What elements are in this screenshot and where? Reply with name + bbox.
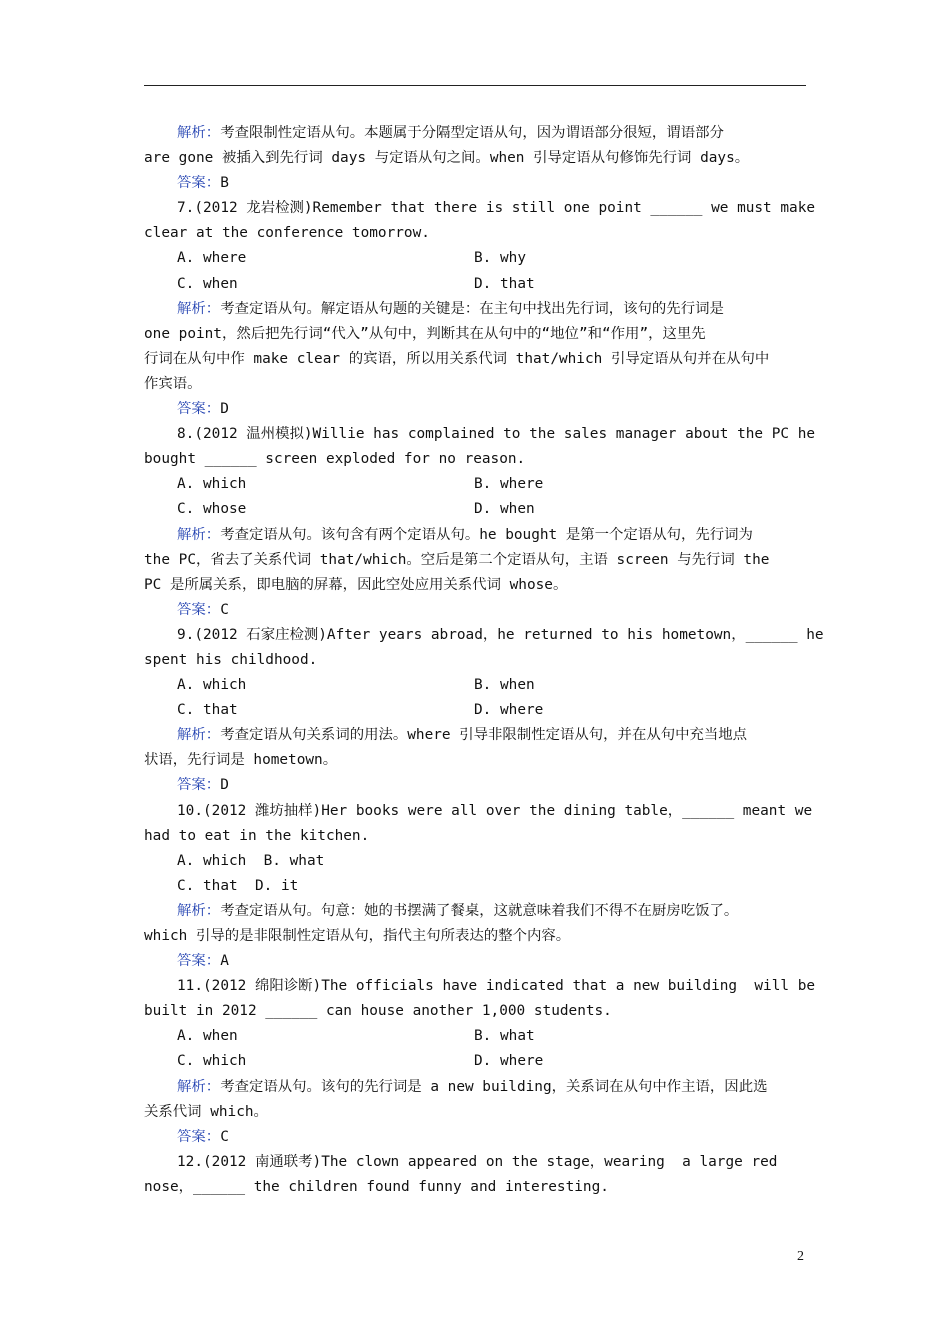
document-body: [144, 121, 824, 1200]
line-label: 答案：: [177, 175, 221, 192]
line-label: 答案：: [177, 601, 221, 618]
text-line: [144, 548, 806, 573]
answer-options: [144, 272, 806, 297]
answer-options: [144, 1049, 806, 1074]
text-line: [144, 748, 806, 773]
line-text: 考查定语从句。句意：她的书摆满了餐桌，这就意味着我们不得不在厨房吃饭了。: [220, 902, 739, 919]
line-text: 考查限制性定语从句。本题属于分隔型定语从句，因为谓语部分很短，谓语部分: [220, 125, 724, 141]
answer-options: [144, 1024, 806, 1049]
text-line: [144, 899, 806, 924]
option-left: C. when: [177, 275, 238, 292]
answer-options: [144, 497, 806, 522]
line-text: 11.(2012 绵阳诊断)The officials have indicated that a new building will be: [177, 978, 816, 995]
header-rule: [144, 85, 806, 86]
line-text: 8.(2012 温州模拟)Willie has complained to the sales manager about the PC he: [177, 426, 816, 443]
option-right: B. when: [474, 677, 535, 694]
text-line: [144, 297, 806, 322]
text-line: [144, 573, 806, 598]
line-text: one point，然后把先行词“代入”从句中，判断其在从句中的“地位”和“作用”，这里先: [144, 325, 706, 342]
text-line: [144, 397, 806, 422]
text-line: [144, 999, 806, 1024]
text-line: [144, 1075, 806, 1100]
line-text: nose，______ the children found funny and interesting.: [144, 1178, 609, 1195]
option-right: D. where: [474, 702, 544, 719]
line-label: 答案：: [177, 777, 221, 794]
line-text: 考查定语从句。解定语从句题的关键是：在主句中找出先行词，该句的先行词是: [220, 300, 724, 317]
option-right: B. why: [474, 250, 526, 267]
text-line: [144, 196, 816, 221]
line-label: 解析：: [177, 125, 221, 141]
option-right: B. what: [474, 1028, 535, 1045]
line-label: 解析：: [177, 727, 221, 744]
option-left: A. when: [177, 1028, 238, 1045]
line-text: D: [220, 401, 229, 418]
line-label: 解析：: [177, 526, 221, 543]
line-text: 7.(2012 龙岩检测)Remember that there is still one point ______ we must make: [177, 200, 816, 217]
answer-options: [144, 246, 806, 271]
line-text: bought ______ screen exploded for no reason.: [144, 451, 526, 468]
option-left: A. which: [177, 677, 247, 694]
line-text: C. that D. it: [177, 877, 299, 894]
text-line: [144, 1100, 806, 1125]
option-left: A. which: [177, 476, 247, 493]
answer-options: [144, 472, 806, 497]
line-text: 考查定语从句。该句的先行词是 a new building，关系词在从句中作主语，因此选: [220, 1078, 768, 1095]
line-text: 10.(2012 潍坊抽样)Her books were all over the dining table，______ meant we: [177, 802, 813, 819]
line-text: 12.(2012 南通联考)The clown appeared on the stage，wearing a large red: [177, 1153, 778, 1170]
line-text: 关系代词 which。: [144, 1103, 268, 1120]
text-line: [144, 1150, 806, 1175]
text-line: [144, 874, 806, 899]
text-line: [144, 146, 806, 171]
line-text: 行词在从句中作 make clear 的宾语，所以用关系代词 that/which 引导定语从句并在从句中: [144, 350, 770, 367]
option-left: A. where: [177, 250, 247, 267]
text-line: [144, 372, 806, 397]
text-line: [144, 347, 806, 372]
line-text: the PC，省去了关系代词 that/which。空后是第二个定语从句，主语 screen 与先行词 the: [144, 551, 770, 568]
text-line: [144, 598, 806, 623]
text-line: [144, 447, 806, 472]
text-line: [144, 648, 806, 673]
line-text: A. which B. what: [177, 852, 325, 869]
line-text: C: [220, 601, 229, 618]
answer-options: [144, 698, 806, 723]
line-text: 状语，先行词是 hometown。: [144, 752, 338, 769]
line-text: clear at the conference tomorrow.: [144, 225, 430, 242]
line-label: 答案：: [177, 1128, 221, 1145]
line-text: 考查定语从句。该句含有两个定语从句。he bought 是第一个定语从句，先行词为: [220, 526, 753, 543]
line-text: PC 是所属关系，即电脑的屏幕，因此空处应用关系代词 whose。: [144, 576, 568, 593]
line-text: are gone 被插入到先行词 days 与定语从句之间。when 引导定语从句修饰先行词 days。: [144, 150, 750, 167]
line-text: 作宾语。: [144, 375, 202, 392]
option-right: B. where: [474, 476, 544, 493]
text-line: [144, 1125, 806, 1150]
page-number: 2: [797, 1249, 804, 1264]
text-line: [144, 422, 816, 447]
line-text: 9.(2012 石家庄检测)After years abroad，he returned to his hometown，______ he: [177, 626, 824, 643]
text-line: [144, 924, 806, 949]
text-line: [144, 221, 806, 246]
text-line: [144, 171, 806, 196]
line-label: 解析：: [177, 902, 221, 919]
text-line: [144, 849, 806, 874]
line-text: which 引导的是非限制性定语从句，指代主句所表达的整个内容。: [144, 928, 571, 944]
line-text: A: [220, 953, 229, 970]
option-left: C. which: [177, 1053, 247, 1070]
text-line: [144, 799, 813, 824]
option-right: D. when: [474, 501, 535, 518]
line-text: 考查定语从句关系词的用法。where 引导非限制性定语从句，并在从句中充当地点: [220, 727, 748, 744]
option-right: D. where: [474, 1053, 544, 1070]
text-line: [144, 949, 806, 974]
line-text: B: [220, 175, 229, 192]
line-label: 答案：: [177, 953, 221, 970]
text-line: [144, 1175, 806, 1200]
line-text: built in 2012 ______ can house another 1,000 students.: [144, 1003, 612, 1020]
line-text: D: [220, 777, 229, 794]
line-label: 解析：: [177, 300, 221, 317]
line-label: 答案：: [177, 401, 221, 418]
text-line: [144, 623, 824, 648]
answer-options: [144, 673, 806, 698]
text-line: [144, 773, 806, 798]
option-left: C. whose: [177, 501, 247, 518]
option-left: C. that: [177, 702, 238, 719]
text-line: [144, 523, 806, 548]
text-line: [144, 974, 816, 999]
option-right: D. that: [474, 275, 535, 292]
text-line: [144, 322, 806, 347]
text-line: [144, 723, 806, 748]
line-text: spent his childhood.: [144, 651, 318, 668]
line-text: C: [220, 1128, 229, 1145]
line-label: 解析：: [177, 1078, 221, 1095]
text-line: [144, 824, 806, 849]
line-text: had to eat in the kitchen.: [144, 827, 370, 844]
text-line: [144, 121, 806, 146]
